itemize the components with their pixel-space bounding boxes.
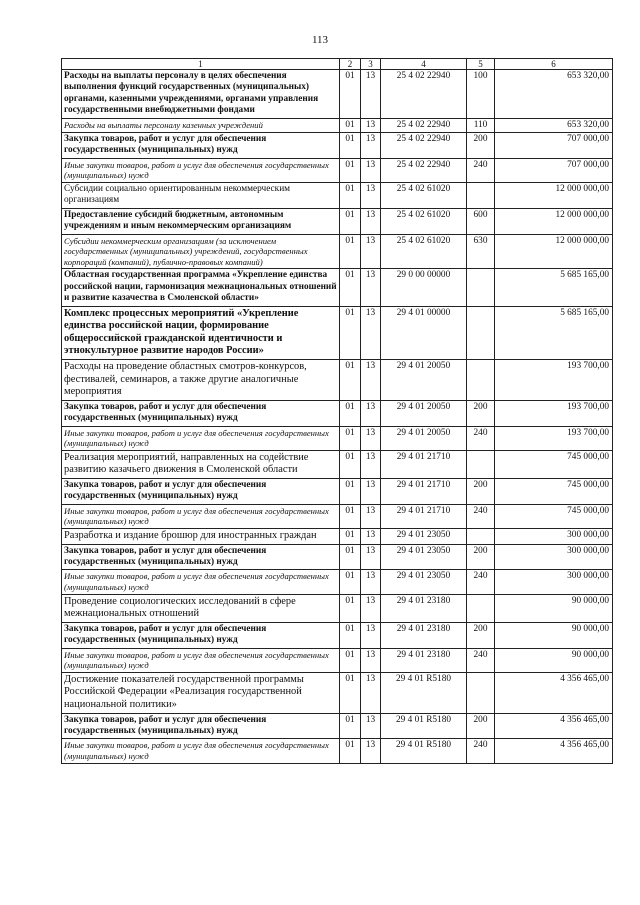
table-row <box>62 672 613 713</box>
row-name: Реализация мероприятий, направленных на содействие развитию казачьего движения в Смоленской области <box>62 450 340 478</box>
row-amount: 300 000,00 <box>495 544 613 570</box>
row-expense-type <box>467 594 495 622</box>
row-subsection: 13 <box>361 400 381 426</box>
row-target-code: 29 4 01 R5180 <box>381 739 467 763</box>
row-expense-type: 200 <box>467 713 495 739</box>
row-expense-type <box>467 269 495 306</box>
row-target-code: 29 4 01 23180 <box>381 648 467 672</box>
row-target-code: 29 0 00 00000 <box>381 269 467 306</box>
row-target-code: 29 4 01 20050 <box>381 360 467 401</box>
row-target-code: 29 4 01 R5180 <box>381 672 467 713</box>
header-col-2: 2 <box>340 59 361 70</box>
row-amount: 300 000,00 <box>495 529 613 545</box>
row-target-code: 29 4 01 21710 <box>381 450 467 478</box>
row-expense-type: 240 <box>467 158 495 182</box>
row-subsection: 13 <box>361 713 381 739</box>
table-row <box>62 269 613 306</box>
row-target-code: 29 4 01 21710 <box>381 479 467 505</box>
table-row <box>62 529 613 545</box>
row-amount: 707 000,00 <box>495 158 613 182</box>
row-section: 01 <box>340 450 361 478</box>
row-amount: 653 320,00 <box>495 70 613 119</box>
row-expense-type: 240 <box>467 739 495 763</box>
row-subsection: 13 <box>361 739 381 763</box>
row-expense-type <box>467 183 495 209</box>
row-amount: 300 000,00 <box>495 570 613 594</box>
row-section: 01 <box>340 70 361 119</box>
row-amount: 745 000,00 <box>495 479 613 505</box>
header-col-4: 4 <box>381 59 467 70</box>
row-expense-type <box>467 306 495 359</box>
row-amount: 193 700,00 <box>495 360 613 401</box>
row-name: Иные закупки товаров, работ и услуг для обеспечения государственных (муниципальных) нужд <box>62 504 340 528</box>
row-name: Предоставление субсидий бюджетным, автономным учреждениям и иным некоммерческим организациям <box>62 208 340 234</box>
row-section: 01 <box>340 118 361 132</box>
row-name: Закупка товаров, работ и услуг для обеспечения государственных (муниципальных) нужд <box>62 544 340 570</box>
row-name: Областная государственная программа «Укрепление единства российской нации, гармонизация межнациональных отношений и развитие казачества в Смоленской области» <box>62 269 340 306</box>
row-amount: 707 000,00 <box>495 133 613 159</box>
row-amount: 653 320,00 <box>495 118 613 132</box>
row-target-code: 29 4 01 23050 <box>381 570 467 594</box>
row-name: Разработка и издание брошюр для иностранных граждан <box>62 529 340 545</box>
row-amount: 4 356 465,00 <box>495 713 613 739</box>
row-amount: 193 700,00 <box>495 426 613 450</box>
row-subsection: 13 <box>361 594 381 622</box>
row-amount: 193 700,00 <box>495 400 613 426</box>
table-row <box>62 133 613 159</box>
header-col-1: 1 <box>62 59 340 70</box>
row-target-code: 29 4 01 23050 <box>381 529 467 545</box>
table-row <box>62 158 613 182</box>
table-row <box>62 450 613 478</box>
row-amount: 12 000 000,00 <box>495 183 613 209</box>
row-section: 01 <box>340 360 361 401</box>
row-subsection: 13 <box>361 183 381 209</box>
row-expense-type <box>467 672 495 713</box>
table-row <box>62 400 613 426</box>
row-amount: 745 000,00 <box>495 504 613 528</box>
table-row <box>62 426 613 450</box>
table-row <box>62 504 613 528</box>
row-name: Закупка товаров, работ и услуг для обеспечения государственных (муниципальных) нужд <box>62 622 340 648</box>
row-target-code: 25 4 02 22940 <box>381 158 467 182</box>
table-row <box>62 479 613 505</box>
row-section: 01 <box>340 529 361 545</box>
row-section: 01 <box>340 306 361 359</box>
row-subsection: 13 <box>361 672 381 713</box>
page-number: 113 <box>311 34 329 46</box>
row-expense-type: 630 <box>467 234 495 269</box>
table-row <box>62 360 613 401</box>
row-name: Проведение социологических исследований в сфере межнациональных отношений <box>62 594 340 622</box>
row-expense-type: 240 <box>467 504 495 528</box>
row-section: 01 <box>340 208 361 234</box>
row-expense-type: 200 <box>467 133 495 159</box>
row-subsection: 13 <box>361 306 381 359</box>
row-target-code: 25 4 02 22940 <box>381 118 467 132</box>
row-name: Иные закупки товаров, работ и услуг для обеспечения государственных (муниципальных) нужд <box>62 739 340 763</box>
table-row <box>62 713 613 739</box>
row-target-code: 29 4 01 00000 <box>381 306 467 359</box>
row-name: Иные закупки товаров, работ и услуг для обеспечения государственных (муниципальных) нужд <box>62 570 340 594</box>
row-subsection: 13 <box>361 269 381 306</box>
row-name: Закупка товаров, работ и услуг для обеспечения государственных (муниципальных) нужд <box>62 133 340 159</box>
row-expense-type <box>467 360 495 401</box>
row-target-code: 25 4 02 61020 <box>381 234 467 269</box>
row-expense-type: 110 <box>467 118 495 132</box>
header-col-5: 5 <box>467 59 495 70</box>
row-subsection: 13 <box>361 504 381 528</box>
row-subsection: 13 <box>361 622 381 648</box>
row-subsection: 13 <box>361 70 381 119</box>
row-target-code: 29 4 01 23180 <box>381 622 467 648</box>
row-amount: 90 000,00 <box>495 648 613 672</box>
row-amount: 12 000 000,00 <box>495 234 613 269</box>
row-section: 01 <box>340 504 361 528</box>
row-target-code: 25 4 02 22940 <box>381 133 467 159</box>
table-row <box>62 208 613 234</box>
row-amount: 745 000,00 <box>495 450 613 478</box>
row-subsection: 13 <box>361 118 381 132</box>
row-amount: 12 000 000,00 <box>495 208 613 234</box>
row-name: Расходы на выплаты персоналу казенных учреждений <box>62 118 340 132</box>
row-subsection: 13 <box>361 529 381 545</box>
row-subsection: 13 <box>361 133 381 159</box>
header-col-6: 6 <box>495 59 613 70</box>
table-row <box>62 544 613 570</box>
row-amount: 90 000,00 <box>495 622 613 648</box>
table-row <box>62 70 613 119</box>
row-section: 01 <box>340 713 361 739</box>
row-section: 01 <box>340 622 361 648</box>
row-section: 01 <box>340 479 361 505</box>
table-row <box>62 306 613 359</box>
header-col-3: 3 <box>361 59 381 70</box>
row-amount: 5 685 165,00 <box>495 306 613 359</box>
row-expense-type: 100 <box>467 70 495 119</box>
row-name: Комплекс процессных мероприятий «Укрепление единства российской нации, формирование общероссийской гражданской идентичности и этнокультурное развитие народов России» <box>62 306 340 359</box>
row-subsection: 13 <box>361 208 381 234</box>
row-subsection: 13 <box>361 479 381 505</box>
row-expense-type: 600 <box>467 208 495 234</box>
row-name: Расходы на проведение областных смотров-конкурсов, фестивалей, семинаров, а также другие аналогичные мероприятия <box>62 360 340 401</box>
row-expense-type: 240 <box>467 570 495 594</box>
row-subsection: 13 <box>361 360 381 401</box>
row-section: 01 <box>340 400 361 426</box>
row-expense-type <box>467 450 495 478</box>
row-section: 01 <box>340 570 361 594</box>
table-row <box>62 622 613 648</box>
row-name: Закупка товаров, работ и услуг для обеспечения государственных (муниципальных) нужд <box>62 479 340 505</box>
row-section: 01 <box>340 183 361 209</box>
row-target-code: 25 4 02 22940 <box>381 70 467 119</box>
row-amount: 4 356 465,00 <box>495 739 613 763</box>
row-subsection: 13 <box>361 570 381 594</box>
row-amount: 90 000,00 <box>495 594 613 622</box>
row-section: 01 <box>340 133 361 159</box>
row-section: 01 <box>340 426 361 450</box>
row-name: Иные закупки товаров, работ и услуг для обеспечения государственных (муниципальных) нужд <box>62 648 340 672</box>
row-subsection: 13 <box>361 648 381 672</box>
row-name: Субсидии социально ориентированным некоммерческим организациям <box>62 183 340 209</box>
row-name: Иные закупки товаров, работ и услуг для обеспечения государственных (муниципальных) нужд <box>62 158 340 182</box>
row-section: 01 <box>340 269 361 306</box>
row-expense-type: 200 <box>467 544 495 570</box>
table-row <box>62 234 613 269</box>
row-expense-type <box>467 529 495 545</box>
row-expense-type: 240 <box>467 426 495 450</box>
row-section: 01 <box>340 672 361 713</box>
row-name: Иные закупки товаров, работ и услуг для обеспечения государственных (муниципальных) нужд <box>62 426 340 450</box>
row-expense-type: 200 <box>467 622 495 648</box>
row-target-code: 25 4 02 61020 <box>381 208 467 234</box>
row-name: Закупка товаров, работ и услуг для обеспечения государственных (муниципальных) нужд <box>62 400 340 426</box>
row-target-code: 29 4 01 20050 <box>381 400 467 426</box>
row-amount: 4 356 465,00 <box>495 672 613 713</box>
row-expense-type: 200 <box>467 479 495 505</box>
row-subsection: 13 <box>361 544 381 570</box>
row-subsection: 13 <box>361 450 381 478</box>
row-target-code: 29 4 01 20050 <box>381 426 467 450</box>
table-row <box>62 739 613 763</box>
row-target-code: 29 4 01 23180 <box>381 594 467 622</box>
row-section: 01 <box>340 648 361 672</box>
row-name: Закупка товаров, работ и услуг для обеспечения государственных (муниципальных) нужд <box>62 713 340 739</box>
row-expense-type: 240 <box>467 648 495 672</box>
row-subsection: 13 <box>361 234 381 269</box>
budget-table <box>61 58 613 764</box>
row-section: 01 <box>340 544 361 570</box>
row-target-code: 29 4 01 23050 <box>381 544 467 570</box>
row-target-code: 29 4 01 R5180 <box>381 713 467 739</box>
table-row <box>62 118 613 132</box>
row-section: 01 <box>340 234 361 269</box>
row-name: Достижение показателей государственной программы Российской Федерации «Реализация государственной национальной политики» <box>62 672 340 713</box>
table-row <box>62 648 613 672</box>
row-section: 01 <box>340 739 361 763</box>
row-amount: 5 685 165,00 <box>495 269 613 306</box>
row-target-code: 29 4 01 21710 <box>381 504 467 528</box>
row-name: Расходы на выплаты персоналу в целях обеспечения выполнения функций государственных (муниципальных) органами, казенными учреждениями, органами управления государственными внебюджетными фондами <box>62 70 340 119</box>
row-section: 01 <box>340 158 361 182</box>
row-subsection: 13 <box>361 426 381 450</box>
row-expense-type: 200 <box>467 400 495 426</box>
table-row <box>62 183 613 209</box>
row-name: Субсидии некоммерческим организациям (за исключением государственных (муниципальных) учреждений, государственных корпораций (компаний), публично-правовых компаний) <box>62 234 340 269</box>
table-header-row <box>62 59 613 70</box>
row-target-code: 25 4 02 61020 <box>381 183 467 209</box>
row-subsection: 13 <box>361 158 381 182</box>
table-row <box>62 570 613 594</box>
row-section: 01 <box>340 594 361 622</box>
table-row <box>62 594 613 622</box>
